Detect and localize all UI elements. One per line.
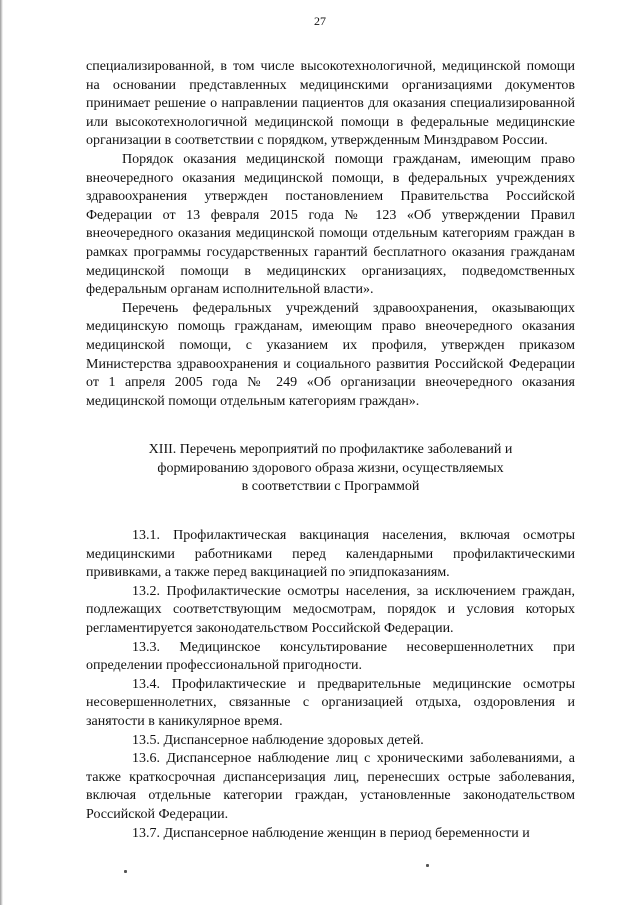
- paragraph-order: Порядок оказания медицинской помощи гражданам, имеющим право внеочередного оказания медицинской помощи, в федеральных учреждениях здравоохранения утвержден постановлением Правительства Российской Федерации от 13 февраля 2015 года № 123 «Об утверждении Правил внеочередного оказания медицинской помощи отдельным категориям граждан в рамках программы государственных гарантий бесплатного оказания гражданам медицинской помощи в медицинских организациях, подведомственных федеральным органам исполнительной власти».: [86, 151, 575, 298]
- scan-speck: [426, 864, 429, 867]
- list-item-13-5: 13.5. Диспансерное наблюдение здоровых детей.: [132, 732, 424, 748]
- page-number: 27: [314, 14, 326, 28]
- list-item-13-1: 13.1. Профилактическая вакцинация населения, включая осмотры медицинскими работниками перед календарными профилактическими прививками, а также перед вакцинацией по эпидпоказаниям.: [86, 528, 575, 581]
- section-title-line: в соответствии с Программой: [241, 479, 420, 495]
- paragraph-federal-list: Перечень федеральных учреждений здравоохранения, оказывающих медицинскую помощь гражданам, имеющим право внеочередного оказания медицинской помощи, с указанием их профиля, утвержден приказом Министерства здравоохранения и социального развития Российской Федерации от 1 апреля 2005 года № 249 «Об организации внеочередного оказания медицинской помощи отдельным категориям граждан».: [86, 300, 575, 409]
- paragraph-continuation: специализированной, в том числе высокотехнологичной, медицинской помощи на основании представленных медицинскими организациями документов принимает решение о направлении пациентов для оказания специализированной или высокотехнологичной медицинской помощи в федеральные медицинские организации в соответствии с порядком, утвержденным Минздравом России.: [86, 59, 575, 149]
- list-item-13-2: 13.2. Профилактические осмотры населения, за исключением граждан, подлежащих соответствующим медосмотрам, порядок и условия которых регламентируется законодательством Российской Федерации.: [86, 583, 575, 637]
- page-edge-shadow: [0, 0, 3, 905]
- section-title: [86, 441, 575, 497]
- list-item-13-7: 13.7. Диспансерное наблюдение женщин в период беременности и: [132, 825, 530, 841]
- list-item-13-4: 13.4. Профилактические и предварительные медицинские осмотры несовершеннолетних, связанные с организацией отдыха, оздоровления и занятости в каникулярное время.: [86, 676, 575, 729]
- list-item-13-6: 13.6. Диспансерное наблюдение лиц с хроническими заболеваниями, а также краткосрочная диспансеризация лиц, перенесших острые заболевания, включая отдельные категории граждан, установленные законодательством Российской Федерации.: [86, 751, 575, 822]
- document-body: [86, 58, 575, 843]
- section-title-line: XIII. Перечень мероприятий по профилактике заболеваний и: [148, 442, 513, 458]
- list-item-13-3: 13.3. Медицинское консультирование несовершеннолетних при определении профессиональной пригодности.: [86, 639, 575, 674]
- scan-speck: [124, 870, 127, 873]
- section-title-line: формированию здорового образа жизни, осуществляемых: [157, 460, 504, 476]
